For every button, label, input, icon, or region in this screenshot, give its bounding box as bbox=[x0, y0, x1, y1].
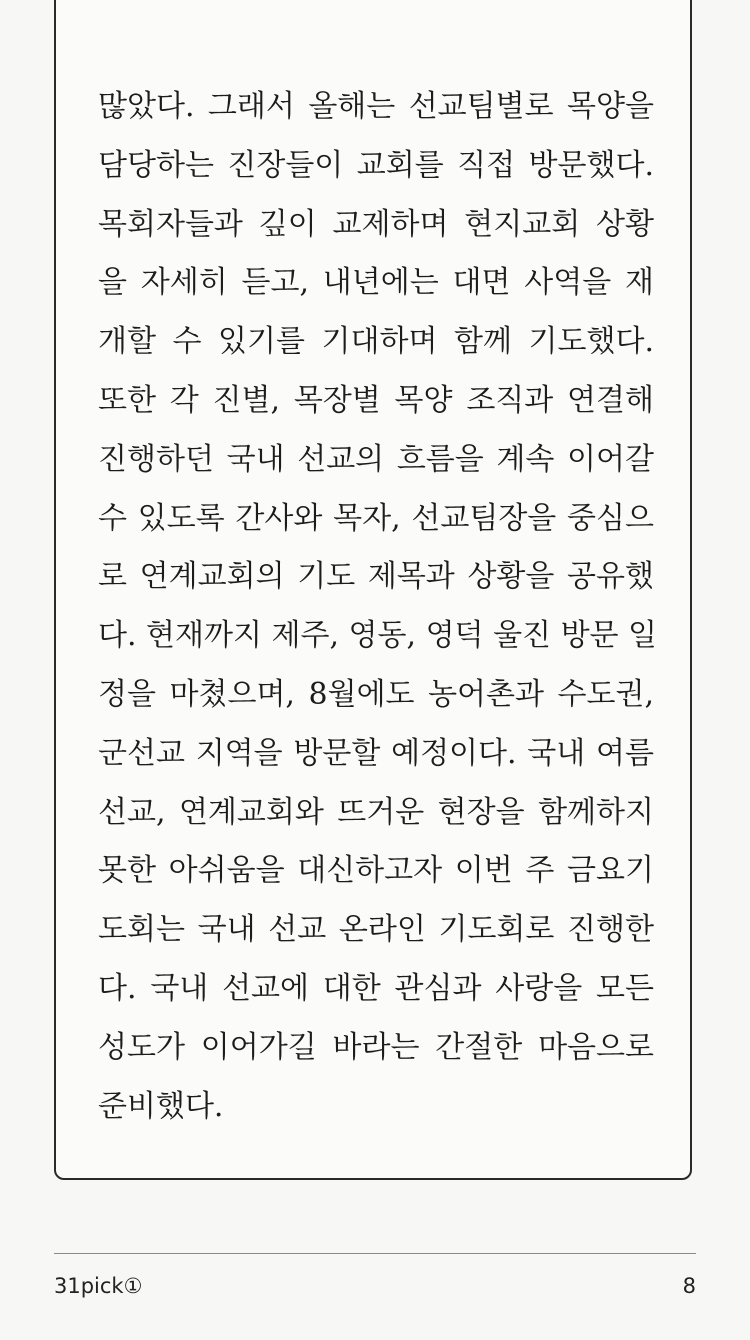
body-line: 진행하던 국내 선교의 흐름을 계속 이어갈 bbox=[98, 441, 654, 477]
body-line-last: 준비했다. bbox=[98, 1088, 224, 1124]
body-line: 군선교 지역을 방문할 예정이다. 국내 여름 bbox=[98, 735, 654, 771]
footer-divider bbox=[54, 1253, 696, 1254]
body-line: 많았다. 그래서 올해는 선교팀별로 목양을 bbox=[98, 89, 654, 124]
body-line: 도회는 국내 선교 온라인 기도회로 진행한 bbox=[98, 912, 654, 948]
footer-brand: 31pick① bbox=[54, 1274, 143, 1298]
body-line: 정을 마쳤으며, 8월에도 농어촌과 수도권, bbox=[98, 676, 654, 712]
body-line: 다. 국내 선교에 대한 관심과 사랑을 모든 bbox=[98, 970, 654, 1006]
body-line: 또한 각 진별, 목장별 목양 조직과 연결해 bbox=[98, 382, 654, 418]
body-line: 성도가 이어가길 바라는 간절한 마음으로 bbox=[98, 1029, 654, 1065]
body-line: 개할 수 있기를 기대하며 함께 기도했다. bbox=[98, 324, 654, 360]
body-line: 담당하는 진장들이 교회를 직접 방문했다. bbox=[98, 147, 654, 183]
body-line: 을 자세히 듣고, 내년에는 대면 사역을 재 bbox=[98, 265, 654, 301]
body-line: 못한 아쉬움을 대신하고자 이번 주 금요기 bbox=[98, 853, 654, 889]
body-line: 선교, 연계교회와 뜨거운 현장을 함께하지 bbox=[98, 794, 654, 830]
page-number: 8 bbox=[682, 1274, 696, 1298]
body-line: 수 있도록 간사와 목자, 선교팀장을 중심으 bbox=[98, 500, 654, 536]
body-line: 다. 현재까지 제주, 영동, 영덕 울진 방문 일 bbox=[98, 618, 658, 654]
article-body bbox=[98, 82, 658, 1140]
body-line: 로 연계교회의 기도 제목과 상황을 공유했 bbox=[98, 559, 654, 595]
body-line: 목회자들과 깊이 교제하며 현지교회 상황 bbox=[98, 206, 654, 242]
